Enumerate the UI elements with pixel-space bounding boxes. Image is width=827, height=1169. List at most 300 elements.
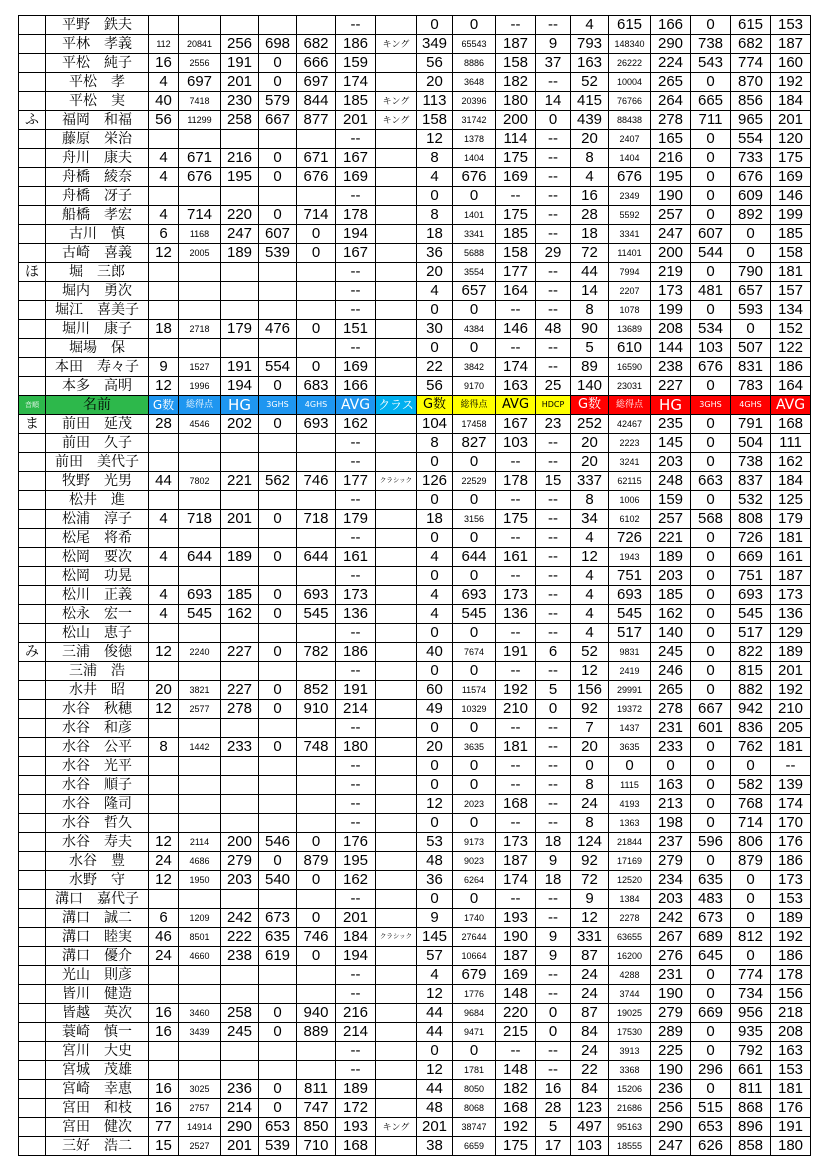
player-name: 水井 昭	[46, 681, 149, 700]
s2-average: 168	[496, 1099, 536, 1118]
s1-4g-high-series	[297, 434, 336, 453]
s1-total-pins	[179, 16, 221, 35]
total-games: 124	[571, 833, 609, 852]
total-average: 122	[771, 339, 811, 358]
s1-average: 185	[336, 92, 376, 111]
total-4g-high-series: 738	[731, 453, 771, 472]
total-3g-high-series: 669	[691, 1004, 731, 1023]
total-pins: 11401	[609, 244, 651, 263]
total-3g-high-series: 596	[691, 833, 731, 852]
total-pins: 6102	[609, 510, 651, 529]
s1-4g-high-series: 746	[297, 472, 336, 491]
total-games: 415	[571, 92, 609, 111]
total-pins: 2349	[609, 187, 651, 206]
s1-4g-high-series: 747	[297, 1099, 336, 1118]
s2-average: 187	[496, 947, 536, 966]
class-label	[376, 795, 417, 814]
table-row	[19, 282, 811, 301]
total-high-game: 231	[651, 966, 691, 985]
total-high-game: 264	[651, 92, 691, 111]
total-high-game: 145	[651, 434, 691, 453]
header-total-high-game: HG	[651, 396, 691, 415]
s1-total-pins: 718	[179, 510, 221, 529]
total-games: 123	[571, 1099, 609, 1118]
s2-handicap: 15	[536, 472, 571, 491]
class-label: キング	[376, 1118, 417, 1137]
s1-games: 46	[149, 928, 179, 947]
total-4g-high-series: 517	[731, 624, 771, 643]
s2-games: 44	[417, 1004, 453, 1023]
s1-total-pins: 1168	[179, 225, 221, 244]
total-average: 208	[771, 1023, 811, 1042]
s1-average: 168	[336, 1137, 376, 1156]
s1-high-game	[221, 795, 259, 814]
s2-games: 0	[417, 16, 453, 35]
total-4g-high-series: 582	[731, 776, 771, 795]
total-3g-high-series: 0	[691, 624, 731, 643]
s1-high-game: 222	[221, 928, 259, 947]
player-name: 光山 則彦	[46, 966, 149, 985]
s1-average: --	[336, 434, 376, 453]
s1-3g-high-series: 0	[259, 73, 297, 92]
s2-total-pins: 1740	[453, 909, 496, 928]
player-name: 松川 正義	[46, 586, 149, 605]
total-pins: 16590	[609, 358, 651, 377]
s2-total-pins: 0	[453, 814, 496, 833]
s2-total-pins: 1781	[453, 1061, 496, 1080]
s1-4g-high-series: 714	[297, 206, 336, 225]
s2-games: 20	[417, 73, 453, 92]
player-name: 藤原 栄治	[46, 130, 149, 149]
total-3g-high-series: 711	[691, 111, 731, 130]
total-pins: 2223	[609, 434, 651, 453]
s2-average: --	[496, 187, 536, 206]
player-name: 古崎 喜義	[46, 244, 149, 263]
s2-total-pins: 3648	[453, 73, 496, 92]
s1-games: 12	[149, 643, 179, 662]
s1-4g-high-series: 811	[297, 1080, 336, 1099]
total-games: 24	[571, 985, 609, 1004]
total-average: --	[771, 757, 811, 776]
index-letter	[19, 681, 46, 700]
s1-average: 195	[336, 852, 376, 871]
total-pins: 9831	[609, 643, 651, 662]
s1-4g-high-series	[297, 339, 336, 358]
total-4g-high-series: 0	[731, 909, 771, 928]
s2-total-pins: 11574	[453, 681, 496, 700]
s2-games: 8	[417, 206, 453, 225]
total-4g-high-series: 726	[731, 529, 771, 548]
s1-3g-high-series	[259, 529, 297, 548]
table-row	[19, 890, 811, 909]
player-name: 溝口 優介	[46, 947, 149, 966]
class-label: クラシック	[376, 472, 417, 491]
s1-average: 184	[336, 928, 376, 947]
total-4g-high-series: 815	[731, 662, 771, 681]
s1-total-pins: 4660	[179, 947, 221, 966]
s1-3g-high-series: 0	[259, 643, 297, 662]
table-row	[19, 168, 811, 187]
total-4g-high-series: 693	[731, 586, 771, 605]
s2-games: 18	[417, 225, 453, 244]
s1-games: 12	[149, 377, 179, 396]
s2-handicap: --	[536, 529, 571, 548]
s1-3g-high-series	[259, 662, 297, 681]
total-3g-high-series: 653	[691, 1118, 731, 1137]
total-high-game: 203	[651, 890, 691, 909]
s1-total-pins: 7418	[179, 92, 221, 111]
s2-games: 4	[417, 586, 453, 605]
s2-average: 168	[496, 795, 536, 814]
s2-average: --	[496, 491, 536, 510]
total-average: 218	[771, 1004, 811, 1023]
player-name: 溝口 誠二	[46, 909, 149, 928]
s2-average: 200	[496, 111, 536, 130]
s2-handicap: 37	[536, 54, 571, 73]
s1-average: 176	[336, 833, 376, 852]
s1-average: 178	[336, 206, 376, 225]
total-high-game: 208	[651, 320, 691, 339]
total-pins: 2207	[609, 282, 651, 301]
s1-average: --	[336, 624, 376, 643]
player-name: 水谷 隆司	[46, 795, 149, 814]
player-name: 松井 進	[46, 491, 149, 510]
s2-total-pins: 22529	[453, 472, 496, 491]
table-row	[19, 1080, 811, 1099]
class-label	[376, 605, 417, 624]
s1-3g-high-series	[259, 491, 297, 510]
s1-high-game	[221, 453, 259, 472]
class-label	[376, 529, 417, 548]
total-3g-high-series: 0	[691, 130, 731, 149]
class-label	[376, 510, 417, 529]
s1-4g-high-series	[297, 567, 336, 586]
index-letter	[19, 54, 46, 73]
class-label	[376, 662, 417, 681]
total-3g-high-series: 0	[691, 168, 731, 187]
s2-total-pins: 679	[453, 966, 496, 985]
s2-handicap: --	[536, 719, 571, 738]
total-4g-high-series: 532	[731, 491, 771, 510]
s1-games: 16	[149, 1023, 179, 1042]
s2-total-pins: 0	[453, 890, 496, 909]
s1-total-pins	[179, 662, 221, 681]
s1-total-pins	[179, 130, 221, 149]
index-letter	[19, 852, 46, 871]
s2-total-pins: 9023	[453, 852, 496, 871]
class-label	[376, 1137, 417, 1156]
total-games: 9	[571, 890, 609, 909]
table-row	[19, 1118, 811, 1137]
player-name: 平松 孝	[46, 73, 149, 92]
s1-average: 193	[336, 1118, 376, 1137]
s1-total-pins	[179, 814, 221, 833]
s2-average: 215	[496, 1023, 536, 1042]
class-label	[376, 320, 417, 339]
s1-games: 16	[149, 1004, 179, 1023]
s2-handicap: 9	[536, 35, 571, 54]
total-games: 7	[571, 719, 609, 738]
total-3g-high-series: 0	[691, 16, 731, 35]
s1-4g-high-series	[297, 529, 336, 548]
s1-average: 180	[336, 738, 376, 757]
s1-average: --	[336, 529, 376, 548]
total-average: 186	[771, 947, 811, 966]
s2-games: 113	[417, 92, 453, 111]
s1-games	[149, 282, 179, 301]
total-high-game: 245	[651, 643, 691, 662]
class-label	[376, 73, 417, 92]
s2-games: 12	[417, 985, 453, 1004]
total-pins: 2278	[609, 909, 651, 928]
s1-games	[149, 130, 179, 149]
s2-games: 20	[417, 738, 453, 757]
total-games: 20	[571, 130, 609, 149]
s1-average: 167	[336, 244, 376, 263]
s1-high-game	[221, 339, 259, 358]
total-4g-high-series: 935	[731, 1023, 771, 1042]
s1-average: 194	[336, 947, 376, 966]
s1-3g-high-series: 0	[259, 149, 297, 168]
s1-average: --	[336, 966, 376, 985]
total-3g-high-series: 544	[691, 244, 731, 263]
total-games: 156	[571, 681, 609, 700]
s1-games: 4	[149, 168, 179, 187]
total-games: 12	[571, 662, 609, 681]
table-row	[19, 1099, 811, 1118]
total-3g-high-series: 0	[691, 776, 731, 795]
s2-handicap: --	[536, 168, 571, 187]
s1-3g-high-series: 579	[259, 92, 297, 111]
s1-total-pins	[179, 453, 221, 472]
player-name: 宮城 茂雄	[46, 1061, 149, 1080]
s1-4g-high-series	[297, 814, 336, 833]
total-4g-high-series: 837	[731, 472, 771, 491]
table-row	[19, 54, 811, 73]
s1-games	[149, 662, 179, 681]
s2-handicap: --	[536, 985, 571, 1004]
total-high-game: 166	[651, 16, 691, 35]
total-4g-high-series: 870	[731, 73, 771, 92]
s2-average: 148	[496, 985, 536, 1004]
s2-total-pins: 3341	[453, 225, 496, 244]
s1-total-pins: 20841	[179, 35, 221, 54]
total-average: 181	[771, 738, 811, 757]
s1-games	[149, 567, 179, 586]
total-pins: 29991	[609, 681, 651, 700]
s1-high-game: 279	[221, 852, 259, 871]
total-high-game: 159	[651, 491, 691, 510]
header-class-label: クラス	[376, 396, 417, 415]
s2-total-pins: 38747	[453, 1118, 496, 1137]
s1-4g-high-series: 0	[297, 833, 336, 852]
class-label	[376, 985, 417, 1004]
s2-handicap: --	[536, 130, 571, 149]
s1-games	[149, 985, 179, 1004]
total-4g-high-series: 714	[731, 814, 771, 833]
table-row	[19, 529, 811, 548]
s2-total-pins: 0	[453, 453, 496, 472]
total-average: 176	[771, 1099, 811, 1118]
total-4g-high-series: 822	[731, 643, 771, 662]
s1-3g-high-series: 607	[259, 225, 297, 244]
total-high-game: 248	[651, 472, 691, 491]
total-4g-high-series: 811	[731, 1080, 771, 1099]
total-pins: 2407	[609, 130, 651, 149]
s1-average: 167	[336, 149, 376, 168]
s2-average: 169	[496, 168, 536, 187]
s1-average: 177	[336, 472, 376, 491]
s1-total-pins: 714	[179, 206, 221, 225]
s2-handicap: --	[536, 586, 571, 605]
total-4g-high-series: 545	[731, 605, 771, 624]
s2-handicap: --	[536, 187, 571, 206]
s2-total-pins: 0	[453, 757, 496, 776]
s1-average: 214	[336, 1023, 376, 1042]
s2-games: 44	[417, 1080, 453, 1099]
s2-average: 178	[496, 472, 536, 491]
total-4g-high-series: 661	[731, 1061, 771, 1080]
s1-average: 201	[336, 909, 376, 928]
total-3g-high-series: 515	[691, 1099, 731, 1118]
s1-games	[149, 263, 179, 282]
total-3g-high-series: 534	[691, 320, 731, 339]
s2-average: 175	[496, 510, 536, 529]
s1-high-game: 189	[221, 548, 259, 567]
s1-games: 6	[149, 225, 179, 244]
player-name: 前田 延茂	[46, 415, 149, 434]
header-total-games: G数	[571, 396, 609, 415]
total-average: 179	[771, 510, 811, 529]
s1-high-game: 179	[221, 320, 259, 339]
s2-handicap: --	[536, 263, 571, 282]
table-row	[19, 415, 811, 434]
s1-average: --	[336, 491, 376, 510]
total-pins: 751	[609, 567, 651, 586]
player-name: 堀 三郎	[46, 263, 149, 282]
table-row	[19, 605, 811, 624]
class-label	[376, 776, 417, 795]
s1-games	[149, 966, 179, 985]
total-games: 12	[571, 548, 609, 567]
total-high-game: 195	[651, 168, 691, 187]
total-average: 186	[771, 852, 811, 871]
total-average: 111	[771, 434, 811, 453]
s1-games	[149, 890, 179, 909]
s1-total-pins	[179, 529, 221, 548]
s2-handicap: --	[536, 510, 571, 529]
player-name: 平林 孝義	[46, 35, 149, 54]
s2-games: 4	[417, 548, 453, 567]
s1-total-pins: 1950	[179, 871, 221, 890]
s1-4g-high-series: 710	[297, 1137, 336, 1156]
s2-games: 201	[417, 1118, 453, 1137]
header-s1-average: AVG	[336, 396, 376, 415]
table-row	[19, 130, 811, 149]
s2-total-pins: 10664	[453, 947, 496, 966]
s2-total-pins: 545	[453, 605, 496, 624]
s1-total-pins	[179, 1042, 221, 1061]
s2-total-pins: 693	[453, 586, 496, 605]
class-label	[376, 301, 417, 320]
s1-high-game: 216	[221, 149, 259, 168]
s2-games: 0	[417, 814, 453, 833]
s1-games	[149, 453, 179, 472]
s1-3g-high-series: 562	[259, 472, 297, 491]
player-name: 本多 高明	[46, 377, 149, 396]
s2-games: 38	[417, 1137, 453, 1156]
s1-4g-high-series: 782	[297, 643, 336, 662]
s1-total-pins: 3460	[179, 1004, 221, 1023]
total-average: 139	[771, 776, 811, 795]
s2-total-pins: 10329	[453, 700, 496, 719]
s1-3g-high-series	[259, 567, 297, 586]
index-letter	[19, 1118, 46, 1137]
index-letter	[19, 1042, 46, 1061]
s2-total-pins: 3842	[453, 358, 496, 377]
s2-handicap: --	[536, 567, 571, 586]
s2-games: 4	[417, 605, 453, 624]
total-average: 120	[771, 130, 811, 149]
s2-handicap: 29	[536, 244, 571, 263]
total-average: 160	[771, 54, 811, 73]
total-3g-high-series: 0	[691, 757, 731, 776]
total-pins: 615	[609, 16, 651, 35]
total-3g-high-series: 0	[691, 206, 731, 225]
total-average: 185	[771, 225, 811, 244]
s1-high-game: 214	[221, 1099, 259, 1118]
total-high-game: 242	[651, 909, 691, 928]
s1-4g-high-series	[297, 662, 336, 681]
class-label	[376, 681, 417, 700]
total-3g-high-series: 568	[691, 510, 731, 529]
total-3g-high-series: 738	[691, 35, 731, 54]
total-3g-high-series: 0	[691, 415, 731, 434]
s1-total-pins: 1527	[179, 358, 221, 377]
s1-games: 20	[149, 681, 179, 700]
s2-games: 0	[417, 187, 453, 206]
s1-4g-high-series: 940	[297, 1004, 336, 1023]
s1-3g-high-series: 0	[259, 510, 297, 529]
s1-games: 8	[149, 738, 179, 757]
index-letter	[19, 377, 46, 396]
total-3g-high-series: 0	[691, 643, 731, 662]
total-high-game: 265	[651, 73, 691, 92]
total-3g-high-series: 0	[691, 662, 731, 681]
s2-games: 40	[417, 643, 453, 662]
player-name: 舟川 康夫	[46, 149, 149, 168]
total-average: 134	[771, 301, 811, 320]
total-pins: 21686	[609, 1099, 651, 1118]
s1-4g-high-series	[297, 282, 336, 301]
total-3g-high-series: 0	[691, 985, 731, 1004]
s2-handicap: 0	[536, 1004, 571, 1023]
total-4g-high-series: 733	[731, 149, 771, 168]
s2-handicap: 14	[536, 92, 571, 111]
s1-high-game	[221, 567, 259, 586]
s2-total-pins: 0	[453, 719, 496, 738]
total-3g-high-series: 0	[691, 301, 731, 320]
s2-handicap: 16	[536, 1080, 571, 1099]
s1-total-pins	[179, 966, 221, 985]
player-name: 水谷 寿夫	[46, 833, 149, 852]
total-pins: 0	[609, 757, 651, 776]
player-name: 水谷 順子	[46, 776, 149, 795]
table-row	[19, 472, 811, 491]
total-pins: 4193	[609, 795, 651, 814]
total-average: 146	[771, 187, 811, 206]
index-letter	[19, 605, 46, 624]
